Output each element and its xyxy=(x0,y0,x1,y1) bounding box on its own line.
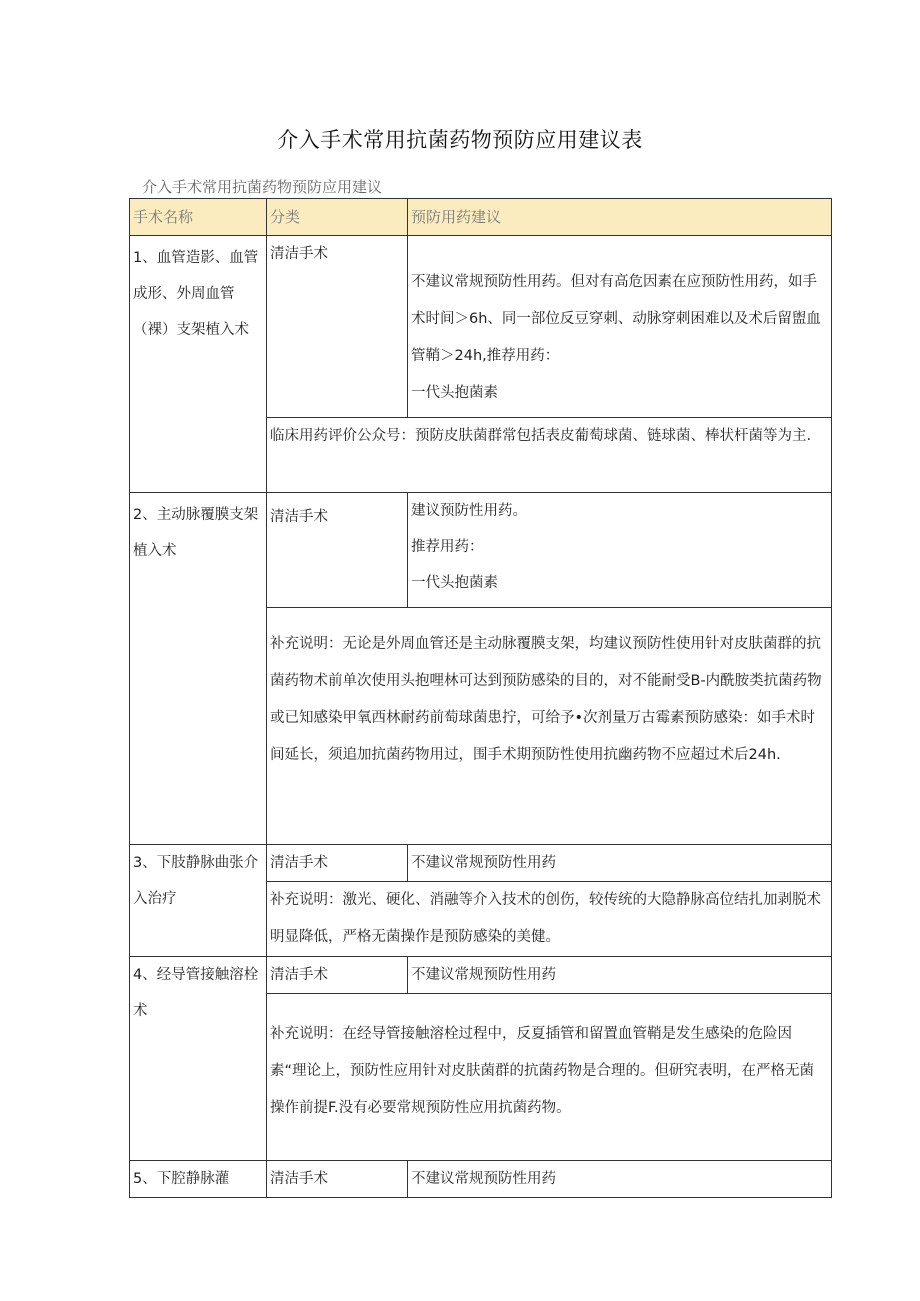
advice-cell xyxy=(408,236,832,418)
advice-cell: 不建议常规预防性用药 xyxy=(408,957,832,994)
note-cell: 临床用药评价公众号：预防皮肤菌群常包括表皮葡萄球菌、链球菌、棒状杆菌等为主. xyxy=(267,418,832,493)
category-cell: 清洁手术 xyxy=(267,236,408,418)
category-cell: 清洁手术 xyxy=(267,493,408,608)
table-header-row xyxy=(130,199,832,236)
header-procedure-name: 手术名称 xyxy=(130,199,267,236)
recommendation-table xyxy=(129,198,832,1198)
header-category: 分类 xyxy=(267,199,408,236)
category-cell: 清洁手术 xyxy=(267,845,408,882)
table-row xyxy=(130,493,832,608)
table-caption: 介入手术常用抗菌药物预防应用建议 xyxy=(142,178,383,196)
procedure-name-cell: 1、血管造影、血管成形、外周血管（裸）支架植入术 xyxy=(130,236,267,493)
note-cell: 补充说明：激光、硬化、消融等介入技术的创伤，较传统的大隐静脉高位结扎加剥脱术明显降低，严格无菌操作是预防感染的美健。 xyxy=(267,882,832,957)
note-cell: 补充说明：无论是外周血管还是主动脉覆膜支架，均建议预防性使用针对皮肤菌群的抗菌药物术前单次使用头抱哩林可达到预防感染的目的，对不能耐受B-内酰胺类抗菌药物或已知感染甲氧西林耐药前萄球菌患拧，可给予•次剂量万古霉素预防感染：如手术时间延长，须追加抗菌药物用过，围手术期预防性使用抗幽药物不应超过术后24h. xyxy=(267,608,832,845)
category-cell: 清洁手术 xyxy=(267,957,408,994)
table-row xyxy=(130,236,832,418)
procedure-name-cell: 3、下肢静脉曲张介入治疗 xyxy=(130,845,267,957)
procedure-name-cell: 4、经导管接触溶栓术 xyxy=(130,957,267,1161)
procedure-name-cell: 5、下腔静脉灌 xyxy=(130,1161,267,1198)
advice-cell: 不建议常规预防性用药 xyxy=(408,845,832,882)
table-row xyxy=(130,957,832,994)
page-title: 介入手术常用抗菌药物预防应用建议表 xyxy=(277,128,643,152)
advice-text: 不建议常规预防性用药。但对有高危因素在应预防性用药，如手术时间＞6h、同一部位反豆穿刺、动脉穿刺困难以及术后留盥血管鞘＞24h,推荐用药： 一代头抱菌素 xyxy=(411,274,821,401)
advice-cell: 不建议常规预防性用药 xyxy=(408,1161,832,1198)
table-row xyxy=(130,845,832,882)
advice-cell: 建议预防性用药。 推荐用药： 一代头抱菌素 xyxy=(408,493,832,608)
note-cell: 补充说明：在经导管接触溶栓过程中，反夏插管和留置血管鞘是发生感染的危险因素“理论上，预防性应用针对皮肤菌群的抗菌药物是合理的。但研究表明，在严格无菌操作前提F.没有必要常规预防性应用抗菌药物。 xyxy=(267,994,832,1161)
header-advice: 预防用药建议 xyxy=(408,199,832,236)
table-row xyxy=(130,1161,832,1198)
procedure-name-cell: 2、主动脉覆膜支架植入术 xyxy=(130,493,267,845)
category-cell: 清洁手术 xyxy=(267,1161,408,1198)
